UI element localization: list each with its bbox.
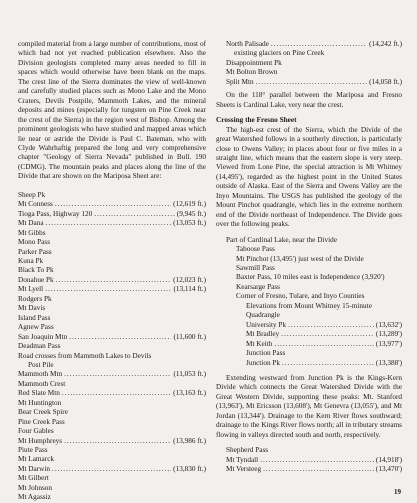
entry-row: [18, 276, 206, 285]
entry-value: (13,632'): [375, 320, 402, 329]
left-column: [18, 40, 206, 503]
entry-name: Parker Pass: [18, 247, 52, 256]
entry-name: Mt Keith: [246, 339, 273, 348]
leader-dots: [271, 40, 367, 49]
entry-name: Split Mtn: [226, 77, 254, 86]
entry-row: [18, 455, 206, 464]
entry-name: Sheep Pk: [18, 190, 46, 199]
entry-row: [18, 238, 206, 247]
entry-north-palisade: [216, 40, 402, 49]
list-line: Mt Pinchot (13,495') just west of the Divide: [236, 254, 364, 263]
entry-value: (12,023 ft.): [173, 275, 206, 284]
entry-value: (14,058 ft.): [369, 77, 402, 86]
entry-row: [18, 342, 206, 351]
entry-row: [18, 295, 206, 304]
intro-paragraph: compiled material from a large number of contributions, most of which had not yet reached publication elsewhere. Also the Division geologists completed many areas needed to fill in spaces which would otherwise have been blank on the maps. The crest line of the Sierra dominates the view of well-known and carefully studied places such as Mono Lake and the Mono Craters, Devils Postpile, Mammoth Lakes, and the mineral deposits and mines (especially for tungsten on Pine Creek near the crest of the Sierra) in the region west of Bishop. Among the prominent geologists who have studied and mapped areas which lie near or astride the Divide is Paul C. Bateman, who with Clyde Wahrhaftig prepared the long and very comprehensive chapter "Geology of Sierra Nevada" published in Bull. 190 (CDMG). The mountain peaks and places along the line of the Divide that are shown on the Mariposa Sheet are:: [18, 40, 206, 181]
entry-row: [18, 446, 206, 455]
entry-value: (11,600 ft.): [173, 332, 206, 341]
entry-name: Bear Creek Spire: [18, 408, 68, 417]
entry-row: [18, 248, 206, 257]
entry-row: [246, 321, 402, 330]
entry-value: (14,918'): [375, 455, 402, 464]
leader-dots: [52, 465, 171, 474]
parallel-paragraph: On the 118° parallel between the Mariposa and Fresno Sheets is Cardinal Lake, very near the crest.: [216, 91, 402, 109]
entry-name: Four Gables: [18, 427, 54, 436]
top-line-0: Disappointment Pk: [226, 58, 282, 67]
leader-dots: [281, 330, 374, 339]
entry-value: (13,163 ft.): [173, 389, 206, 398]
entry-value: (9,945 ft.): [176, 209, 206, 218]
fresno-paragraph: The high-est crest of the Sierra, which the Divide of the great Watershed follows in a southerly direction, is particularly close to Owens Valley; in places about four or five miles in a straight line, which means that the eastern slope is very steep. Viewed from Lone Pine, the special attraction is Mt Whitney (14,495'), regarded as the highest point in the United States outside of Alaska. East of the Sierra and Owens Valley are the Inyo Mountains. The USGS has published the geology of the Mount Pinchot quadrangle, which lies in the extreme northern end of the Divide northeast of Independence. The Divide goes over the following peaks.: [216, 125, 402, 229]
entry-row: [226, 465, 402, 474]
entry-value: (13,470'): [375, 465, 402, 474]
entry-row: [18, 229, 206, 238]
entry-row: [18, 314, 206, 323]
leader-dots: [62, 389, 171, 398]
spacer: [18, 182, 206, 191]
entry-name: Mammoth Mtn: [18, 370, 63, 379]
leader-dots: [69, 333, 171, 342]
page-number: 19: [394, 488, 401, 496]
entry-name: Agnew Pass: [18, 323, 54, 332]
entry-row: [18, 474, 206, 483]
leader-dots: [56, 276, 172, 285]
entry-name: Mt Gilbert: [18, 474, 49, 483]
entry-row: [18, 285, 206, 294]
list-line: Sawmill Pass: [236, 263, 275, 272]
elevation-list: [226, 321, 402, 368]
entry-value: (13,289'): [375, 330, 402, 339]
entry-row: [246, 349, 402, 358]
entry-name: Junction Pk: [246, 358, 281, 367]
entry-row: [18, 418, 206, 427]
entry-name: Mt Johnson: [18, 483, 53, 492]
entry-row: [18, 427, 206, 436]
list-line: Kearsarge Pass: [236, 282, 280, 291]
leader-dots: [274, 340, 374, 349]
entry-row: [18, 257, 206, 266]
entry-row: [246, 330, 402, 339]
entry-name: Junction Pass: [246, 349, 286, 358]
leader-dots: [94, 210, 175, 219]
leader-dots: [64, 437, 171, 446]
entry-row: [18, 219, 206, 228]
entry-name: Mt Tyndall: [226, 455, 259, 464]
entry-name: Kuna Pk: [18, 256, 44, 265]
entry-name: San Joaquin Mtn: [18, 332, 68, 341]
entry-row: [246, 359, 402, 368]
list-line: Quadrangle: [246, 311, 280, 320]
entry-name: Mono Pass: [18, 238, 51, 247]
entry-row: [18, 210, 206, 219]
leader-dots: [64, 370, 171, 379]
entry-name: Mt Lyell: [18, 285, 44, 294]
entry-name: Mt Davis: [18, 304, 46, 313]
entry-continuation: Post Pile: [28, 360, 54, 369]
entry-row: [18, 352, 206, 361]
entry-value: (14,242 ft.): [369, 40, 402, 48]
entry-row: [18, 484, 206, 493]
entry-row: [18, 380, 206, 389]
entry-name: Mt Huntington: [18, 398, 62, 407]
leader-dots: [282, 359, 374, 368]
final-peaks: [226, 456, 402, 475]
entry-value: (13,388'): [375, 358, 402, 367]
right-column: [216, 40, 402, 474]
entry-name: Mt Versteeg: [226, 465, 262, 474]
entry-split-mtn: [216, 78, 402, 87]
entry-name: Mt Gibbs: [18, 228, 46, 237]
leader-dots: [55, 200, 171, 209]
list-line: Corner of Fresno, Tulare, and Inyo Counties: [236, 292, 365, 301]
entry-name: Mt Lamarck: [18, 455, 55, 464]
entry-name: Rodgers Pk: [18, 294, 52, 303]
entry-row: [18, 200, 206, 209]
palisade-note: existing glaciers on Pine Creek: [234, 49, 325, 58]
entry-row: [18, 266, 206, 275]
entry-row: [18, 370, 206, 379]
entry-row: [226, 456, 402, 465]
entry-name: Mt Darwin: [18, 464, 51, 473]
list-line: Taboose Pass: [236, 245, 275, 254]
top-line-1: Mt Bolton Brown: [226, 68, 278, 77]
entry-value: (12,619 ft.): [173, 200, 206, 209]
fresno-list: [216, 236, 402, 368]
leader-dots: [263, 465, 374, 474]
list-line: Part of Cardinal Lake, near the Divide: [226, 235, 337, 244]
final-list: [216, 446, 402, 474]
list-line: Shepherd Pass: [226, 446, 269, 455]
leader-dots: [260, 456, 374, 465]
list-line: Elevations from Mount Whitney 15-minute: [246, 301, 372, 310]
entry-name: Black To Pk: [18, 266, 54, 275]
entry-row: [18, 493, 206, 502]
entry-name: Donahue Pk: [18, 275, 54, 284]
entry-name: Deadman Pass: [18, 342, 61, 351]
entry-name: Mt Bradley: [246, 330, 280, 339]
entry-row: [18, 465, 206, 474]
section-heading: Crossing the Fresno Sheet: [216, 116, 297, 125]
leader-dots: [46, 219, 172, 228]
entry-name: Mammoth Crest: [18, 379, 66, 388]
entry-name: Mt Humphreys: [18, 436, 63, 445]
entry-row: [18, 333, 206, 342]
leader-dots: [256, 78, 368, 87]
kings-kern-paragraph: Extending westward from Junction Pk is the Kings-Kern Divide which connects the Great Watershed Divide with the Great Western Divide, supporting these peaks: Mt. Stanford (13,963'), Mt Ericsson (13,608'), Mt Genevra (13,055'), and Mt Jordan (13,344'). Drainage to the Kern River flows southward; drainage to the Kings River flows north; all in tributary streams flowing in valleys directed south and north, respectively.: [216, 373, 402, 439]
entry-row: [18, 389, 206, 398]
entry-row: [18, 399, 206, 408]
entry-row: [18, 191, 206, 200]
entry-row: [246, 340, 402, 349]
entry-value: (13,977'): [375, 339, 402, 348]
entry-row: [18, 437, 206, 446]
entry-name: University Pk: [246, 320, 287, 329]
entry-name: Mt Conness: [18, 200, 53, 209]
entry-row: [18, 408, 206, 417]
entry-name: Mt Agassiz: [18, 493, 51, 502]
entry-value: (13,053 ft.): [173, 219, 206, 228]
entry-name: Mt Dana: [18, 219, 44, 228]
entry-name: Tioga Pass, Highway 120: [18, 209, 93, 218]
peak-list-mariposa: [18, 191, 206, 503]
entry-row: [18, 304, 206, 313]
entry-value: (13,114 ft.): [173, 285, 206, 294]
list-line: Baxter Pass, 10 miles east is Independence (3,920'): [236, 273, 385, 282]
entry-value: (11,053 ft.): [173, 370, 206, 379]
entry-value: (13,830 ft.): [173, 464, 206, 473]
entry-row: [18, 323, 206, 332]
entry-name: Piute Pass: [18, 446, 48, 455]
entry-name: Pine Creek Pass: [18, 417, 65, 426]
leader-dots: [45, 285, 171, 294]
entry-name: North Palisade: [226, 40, 269, 48]
entry-name: Road crosses from Mammoth Lakes to Devils: [18, 351, 152, 360]
entry-value: (13,986 ft.): [173, 436, 206, 445]
entry-name: Red Slate Mtn: [18, 389, 60, 398]
entry-name: Island Pass: [18, 313, 51, 322]
leader-dots: [288, 321, 374, 330]
